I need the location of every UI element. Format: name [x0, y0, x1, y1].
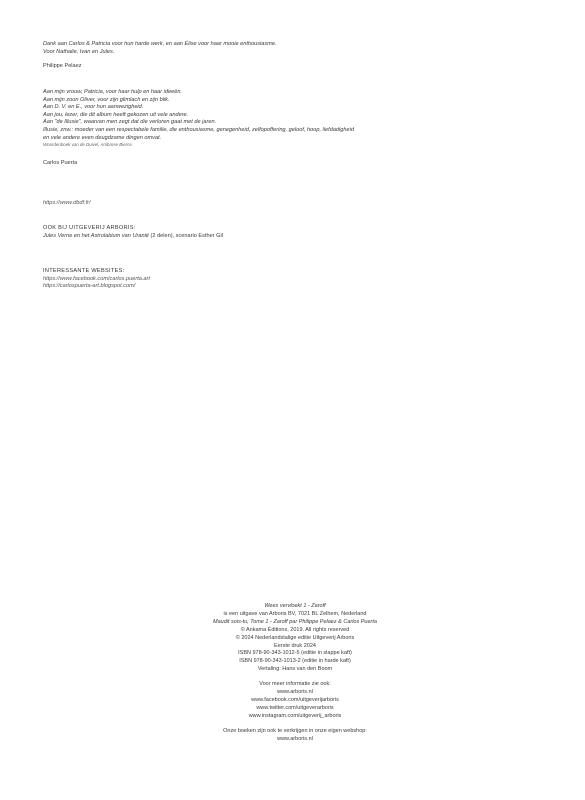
dedication-line: Aan D. V. en E., voor hun aanwezigheid. — [43, 104, 144, 111]
dedication-line: Aan mijn vrouw, Patricia, voor haar hulp en haar ideeën. — [43, 89, 182, 95]
colophon-line: © 2024 Nederlandstalige editie Uitgeverij Arboris — [235, 634, 355, 641]
colophon-line: Voor meer informatie zie ook: — [259, 681, 331, 688]
dedication-line: Voor Nathalie, Ivan en Jules. — [43, 48, 115, 55]
dedication-line: Dank aan Carlos & Patricia voor hun harde werk, en aan Élise voor haar mooie enthousiasme. — [43, 41, 277, 47]
colophon-line: ISBN 978-90-343-1012-5 (editie in slappe kaft) — [238, 650, 352, 657]
colophon — [150, 603, 440, 744]
colophon-title: Wees vervloekt 1 - Zaroff — [264, 603, 326, 609]
website-link[interactable]: https://carlospuerta-art.blogspot.com/ — [43, 283, 136, 290]
author-signature: Carlos Puerta — [43, 160, 78, 167]
dedication-line: Aan "de Illusie", waarvan men zegt dat die verloren gaat met de jaren. — [43, 119, 217, 126]
book-reference — [43, 233, 553, 241]
colophon-link[interactable]: www.arboris.nl — [277, 735, 313, 742]
link-block — [43, 200, 553, 208]
also-by-publisher — [43, 225, 553, 240]
dedication-pelaez — [43, 41, 553, 71]
website-link[interactable]: https://www.facebook.com/carlos.puerta.art — [43, 275, 150, 282]
website-link[interactable]: https://www.dbdf.fr/ — [43, 200, 91, 206]
dedication-line: Aan jou, lezer, die dit album heeft gekozen uit vele andere. — [43, 111, 189, 118]
book-details: (2 delen), scenario Esther Gil — [148, 232, 223, 239]
dedication-line: en vele andere even deugdzame dingen omvat. — [43, 134, 162, 141]
dedication-line: Illusie, znw.: moeder van een respectabele familie, die enthousiasme, genegenheid, zelfopoffering, geloof, hoop, liefdadigheid — [43, 126, 354, 133]
colophon-line: Onze boeken zijn ook te verkrijgen in onze eigen webshop: — [223, 727, 367, 734]
book-title: Jules Verne en het Astrolabium van Uranië — [43, 232, 149, 239]
section-heading: INTERESSANTE WEBSITES: — [43, 268, 125, 274]
colophon-line: Eerste druk 2024 — [274, 642, 316, 649]
section-heading: OOK BIJ UITGEVERIJ ARBORIS: — [43, 225, 136, 231]
colophon-line: is een uitgave van Arboris BV, 7021 BL Zelhem, Nederland — [223, 610, 367, 617]
colophon-line — [150, 603, 440, 611]
dedication-puerta — [43, 89, 553, 168]
colophon-link[interactable]: www.twitter.com/uitgeverarboris — [256, 704, 334, 711]
colophon-line: © Ankama Éditions, 2019. All rights reserved — [240, 626, 350, 633]
colophon-link[interactable]: www.facebook.com/uitgeverijarboris — [251, 696, 339, 703]
interesting-websites — [43, 268, 553, 291]
colophon-line: Maudit sois-tu, Tome 1 - Zaroff par Philippe Pelaez & Carlos Puerta — [213, 618, 377, 625]
author-signature: Philippe Pelaez — [43, 63, 82, 70]
dedication-line: Aan mijn zoon Oliver, voor zijn glimlach en zijn blik. — [43, 96, 170, 103]
colophon-line: ISBN 978-90-343-1013-2 (editie in harde kaft) — [239, 658, 351, 665]
colophon-link[interactable]: www.instagram.com/uitgeverij_arboris — [248, 712, 342, 719]
colophon-link[interactable]: www.arboris.nl — [277, 689, 313, 696]
colophon-line: Vertaling: Hans van den Boom — [257, 666, 333, 673]
quote-source: Woordenboek van de Duivel, Ambrose Bierce. — [43, 142, 133, 148]
